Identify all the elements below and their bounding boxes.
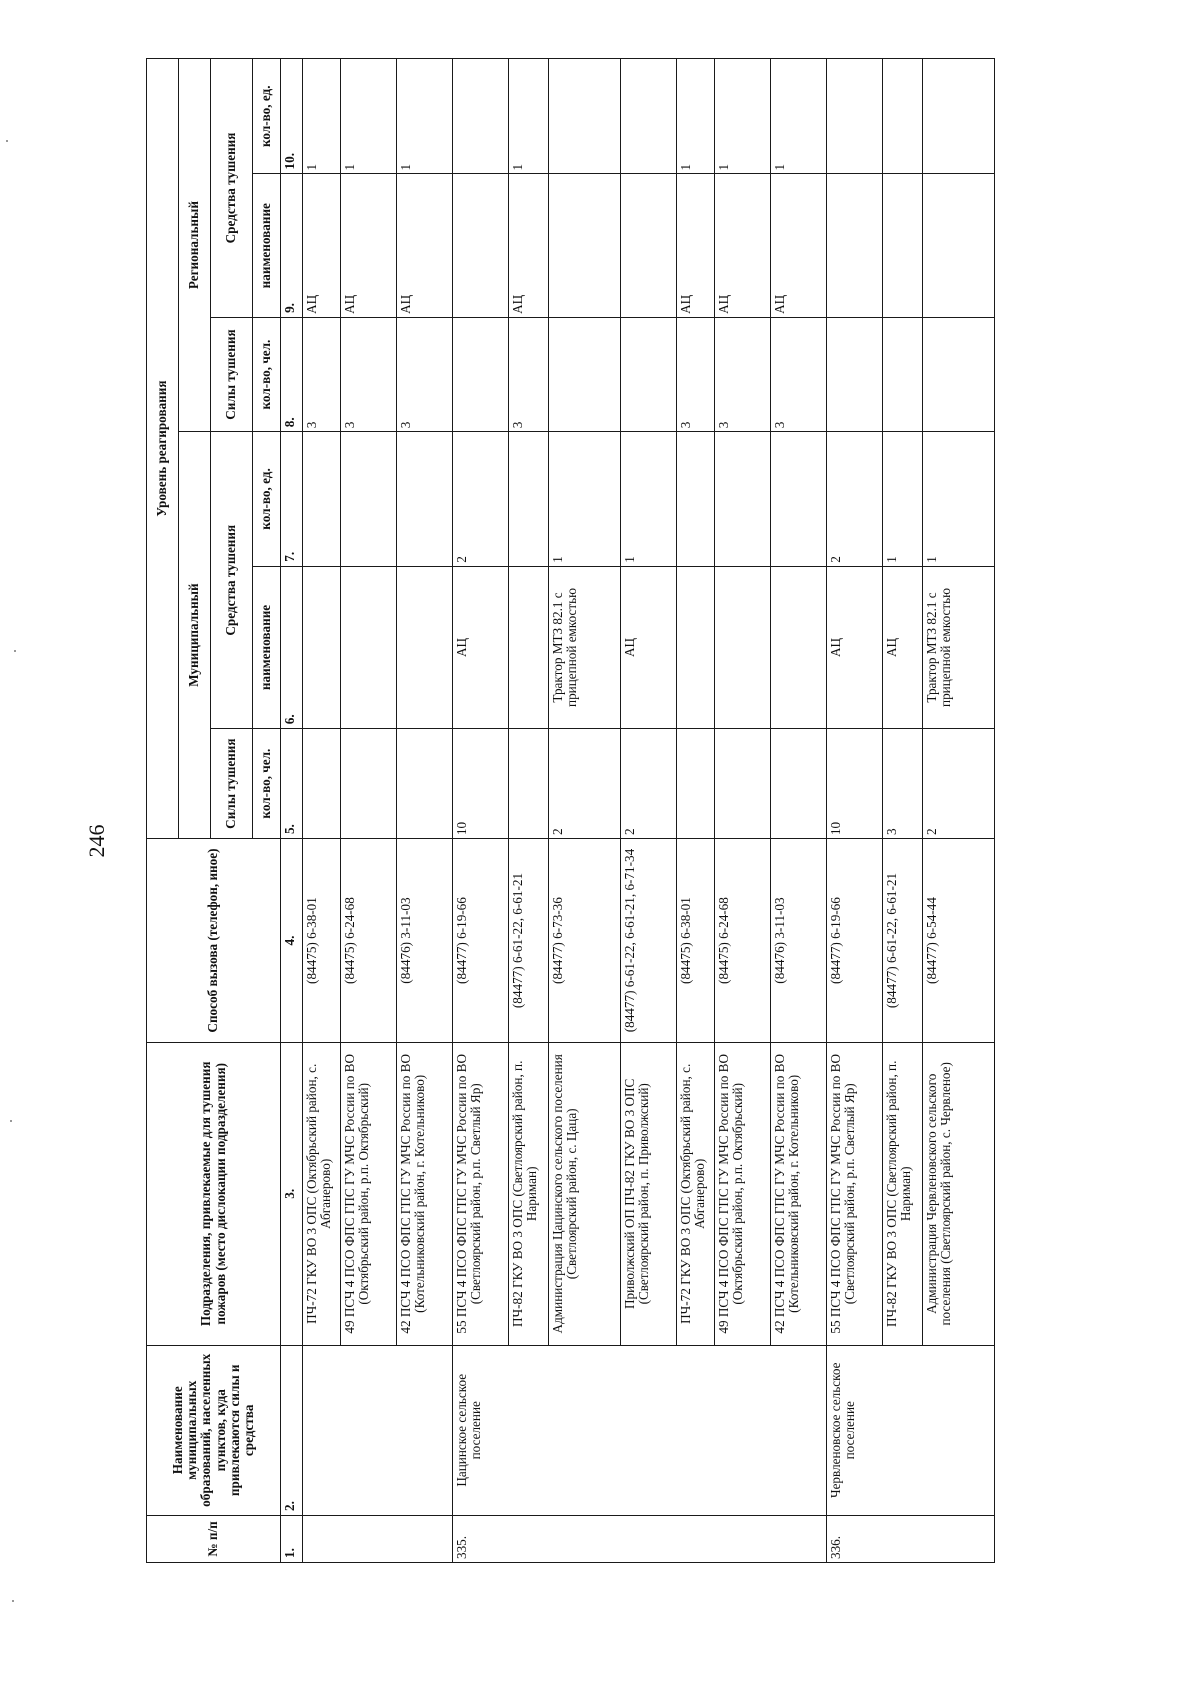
header-r-name: наименование — [253, 174, 281, 317]
scan-speck — [10, 1120, 12, 1122]
table-row — [341, 59, 397, 1563]
row-unit: ПЧ-72 ГКУ ВО 3 ОПС (Октябрьский район, с. Абганерово) — [677, 1043, 715, 1346]
row-call: (84476) 3-11-03 — [771, 839, 827, 1043]
row-r-people: 3 — [341, 317, 397, 431]
row-unit: ПЧ-82 ГКУ ВО 3 ОПС (Светлоярский район, п. Нариман) — [509, 1043, 549, 1346]
row-call: (84477) 6-19-66 — [827, 839, 883, 1043]
row-unit: Администрация Червленовского сельского поселения (Светлоярский район, с. Червленое) — [923, 1043, 995, 1346]
row-unit: 42 ПСЧ 4 ПСО ФПС ГПС ГУ МЧС России по ВО (Котельниковский район, г. Котельниково) — [397, 1043, 453, 1346]
row-municipality — [303, 1345, 453, 1515]
row-m-qty — [509, 432, 549, 566]
row-m-name — [771, 566, 827, 729]
row-m-people — [509, 729, 549, 839]
row-call: (84477) 6-61-22, 6-61-21 — [883, 839, 923, 1043]
row-m-people: 2 — [621, 729, 677, 839]
row-m-qty: 1 — [549, 432, 621, 566]
header-response-level: Уровень реагирования — [147, 59, 179, 839]
row-r-name — [923, 174, 995, 317]
header-r-means: Средства тушения — [211, 59, 253, 318]
row-call: (84475) 6-38-01 — [677, 839, 715, 1043]
row-r-qty — [923, 59, 995, 174]
table-row — [923, 59, 995, 1563]
col-number: 4. — [281, 839, 303, 1043]
header-m-qty-units: кол-во, ед. — [253, 432, 281, 566]
col-number: 2. — [281, 1345, 303, 1515]
col-number: 7. — [281, 432, 303, 566]
row-r-people: 3 — [397, 317, 453, 431]
row-r-people — [549, 317, 621, 431]
row-municipality: Цацинское сельское поселение — [453, 1345, 827, 1515]
row-m-name: АЦ — [883, 566, 923, 729]
row-m-qty: 2 — [827, 432, 883, 566]
row-m-qty — [303, 432, 341, 566]
row-m-people — [771, 729, 827, 839]
row-r-name: АЦ — [397, 174, 453, 317]
page-number: 246 — [84, 824, 109, 858]
row-unit: 49 ПСЧ 4 ПСО ФПС ГПС ГУ МЧС России по ВО (Октябрьский район, р.п. Октябрьский) — [341, 1043, 397, 1346]
table-header — [147, 59, 303, 1563]
row-call: (84477) 6-54-44 — [923, 839, 995, 1043]
row-m-people — [677, 729, 715, 839]
row-r-qty: 1 — [341, 59, 397, 174]
table-row — [677, 59, 715, 1563]
row-m-people — [715, 729, 771, 839]
row-r-qty: 1 — [715, 59, 771, 174]
row-call: (84475) 6-38-01 — [303, 839, 341, 1043]
row-r-name — [549, 174, 621, 317]
row-m-qty: 1 — [923, 432, 995, 566]
fire-response-table — [146, 58, 995, 1563]
row-r-name: АЦ — [303, 174, 341, 317]
row-municipality: Червленовское сельское поселение — [827, 1345, 995, 1515]
row-r-people — [883, 317, 923, 431]
row-call: (84477) 6-61-22, 6-61-21 — [509, 839, 549, 1043]
row-r-qty — [621, 59, 677, 174]
row-r-people: 3 — [715, 317, 771, 431]
row-r-name: АЦ — [677, 174, 715, 317]
col-number: 8. — [281, 317, 303, 431]
table-row — [883, 59, 923, 1563]
row-m-qty: 2 — [453, 432, 509, 566]
header-m-qty-people: кол-во, чел. — [253, 729, 281, 839]
row-m-qty — [771, 432, 827, 566]
row-m-people — [303, 729, 341, 839]
row-unit: 55 ПСЧ 4 ПСО ФПС ГПС ГУ МЧС России по ВО (Светлоярский район, р.п. Светлый Яр) — [827, 1043, 883, 1346]
header-regional: Региональный — [179, 59, 211, 432]
header-m-forces: Силы тушения — [211, 729, 253, 839]
row-call: (84475) 6-24-68 — [715, 839, 771, 1043]
row-unit: Администрация Цацинского сельского поселения (Светлоярский район, с. Цаца) — [549, 1043, 621, 1346]
row-number: 335. — [453, 1515, 827, 1562]
row-r-name: АЦ — [771, 174, 827, 317]
row-r-qty: 1 — [771, 59, 827, 174]
row-r-qty — [827, 59, 883, 174]
row-m-name: Трактор МТЗ 82.1 с прицепной емкостью — [923, 566, 995, 729]
row-r-name: АЦ — [715, 174, 771, 317]
col-number: 9. — [281, 174, 303, 317]
col-number: 10. — [281, 59, 303, 174]
header-m-means: Средства тушения — [211, 432, 253, 729]
table-row — [509, 59, 549, 1563]
row-m-people: 10 — [453, 729, 509, 839]
table-row — [715, 59, 771, 1563]
row-r-name — [827, 174, 883, 317]
row-m-qty — [397, 432, 453, 566]
scan-speck — [6, 140, 8, 142]
row-m-name: АЦ — [621, 566, 677, 729]
row-r-qty — [549, 59, 621, 174]
row-m-people: 2 — [923, 729, 995, 839]
row-m-name: Трактор МТЗ 82.1 с прицепной емкостью — [549, 566, 621, 729]
table-row — [621, 59, 677, 1563]
row-m-name — [303, 566, 341, 729]
row-m-people — [341, 729, 397, 839]
row-m-name — [715, 566, 771, 729]
row-r-qty: 1 — [303, 59, 341, 174]
scan-speck — [14, 650, 16, 652]
row-r-name — [883, 174, 923, 317]
row-r-people — [827, 317, 883, 431]
row-m-people — [397, 729, 453, 839]
row-r-people — [923, 317, 995, 431]
row-r-people: 3 — [771, 317, 827, 431]
row-m-qty — [715, 432, 771, 566]
row-m-qty: 1 — [883, 432, 923, 566]
table-row — [827, 59, 883, 1563]
row-r-people — [453, 317, 509, 431]
row-m-qty — [677, 432, 715, 566]
row-m-name — [677, 566, 715, 729]
row-m-people: 3 — [883, 729, 923, 839]
row-m-qty — [341, 432, 397, 566]
row-call: (84477) 6-61-22, 6-61-21, 6-71-34 — [621, 839, 677, 1043]
row-r-qty: 1 — [677, 59, 715, 174]
header-r-qty-units: кол-во, ед. — [253, 59, 281, 174]
header-num: № п/п — [147, 1515, 281, 1562]
row-unit: 49 ПСЧ 4 ПСО ФПС ГПС ГУ МЧС России по ВО (Октябрьский район, р.п. Октябрьский) — [715, 1043, 771, 1346]
row-unit: 55 ПСЧ 4 ПСО ФПС ГПС ГУ МЧС России по ВО (Светлоярский район, р.п. Светлый Яр) — [453, 1043, 509, 1346]
row-call: (84475) 6-24-68 — [341, 839, 397, 1043]
row-m-people: 2 — [549, 729, 621, 839]
header-call-method: Способ вызова (телефон, иное) — [147, 839, 281, 1043]
row-r-people: 3 — [509, 317, 549, 431]
row-m-people: 10 — [827, 729, 883, 839]
rotated-page — [84, 35, 1146, 1563]
row-m-qty: 1 — [621, 432, 677, 566]
row-unit: Приволжский ОП ПЧ-82 ГКУ ВО 3 ОПС (Светлоярский район, п. Приволжский) — [621, 1043, 677, 1346]
row-r-name — [453, 174, 509, 317]
row-r-people: 3 — [677, 317, 715, 431]
scan-speck — [12, 1600, 14, 1602]
table-row — [549, 59, 621, 1563]
row-r-people — [621, 317, 677, 431]
row-call: (84476) 3-11-03 — [397, 839, 453, 1043]
row-r-qty: 1 — [397, 59, 453, 174]
row-number: 336. — [827, 1515, 995, 1562]
table-row — [397, 59, 453, 1563]
col-number: 6. — [281, 566, 303, 729]
col-number: 5. — [281, 729, 303, 839]
row-m-name — [341, 566, 397, 729]
row-r-name — [621, 174, 677, 317]
table-row — [303, 59, 341, 1563]
row-unit: ПЧ-82 ГКУ ВО 3 ОПС (Светлоярский район, п. Нариман) — [883, 1043, 923, 1346]
header-r-qty-people: кол-во, чел. — [253, 317, 281, 431]
col-number: 1. — [281, 1515, 303, 1562]
row-r-name: АЦ — [341, 174, 397, 317]
table-body — [303, 59, 995, 1563]
header-municipality: Наименование муниципальных образований, населенных пунктов, куда привлекаются силы и средства — [147, 1345, 281, 1515]
header-r-forces: Силы тушения — [211, 317, 253, 431]
row-m-name: АЦ — [453, 566, 509, 729]
row-unit: 42 ПСЧ 4 ПСО ФПС ГПС ГУ МЧС России по ВО (Котельниковский район, г. Котельниково) — [771, 1043, 827, 1346]
row-number — [303, 1515, 453, 1562]
row-r-people: 3 — [303, 317, 341, 431]
row-call: (84477) 6-73-36 — [549, 839, 621, 1043]
row-r-qty: 1 — [509, 59, 549, 174]
row-m-name: АЦ — [827, 566, 883, 729]
row-r-name: АЦ — [509, 174, 549, 317]
row-r-qty — [453, 59, 509, 174]
row-r-qty — [883, 59, 923, 174]
header-m-name: наименование — [253, 566, 281, 729]
row-unit: ПЧ-72 ГКУ ВО 3 ОПС (Октябрьский район, с. Абганерово) — [303, 1043, 341, 1346]
header-units: Подразделения, привлекаемые для тушения пожаров (место дислокации подразделения) — [147, 1043, 281, 1346]
row-call: (84477) 6-19-66 — [453, 839, 509, 1043]
table-row — [771, 59, 827, 1563]
table-row — [453, 59, 509, 1563]
col-number: 3. — [281, 1043, 303, 1346]
row-m-name — [397, 566, 453, 729]
row-m-name — [509, 566, 549, 729]
header-municipal: Муниципальный — [179, 432, 211, 839]
